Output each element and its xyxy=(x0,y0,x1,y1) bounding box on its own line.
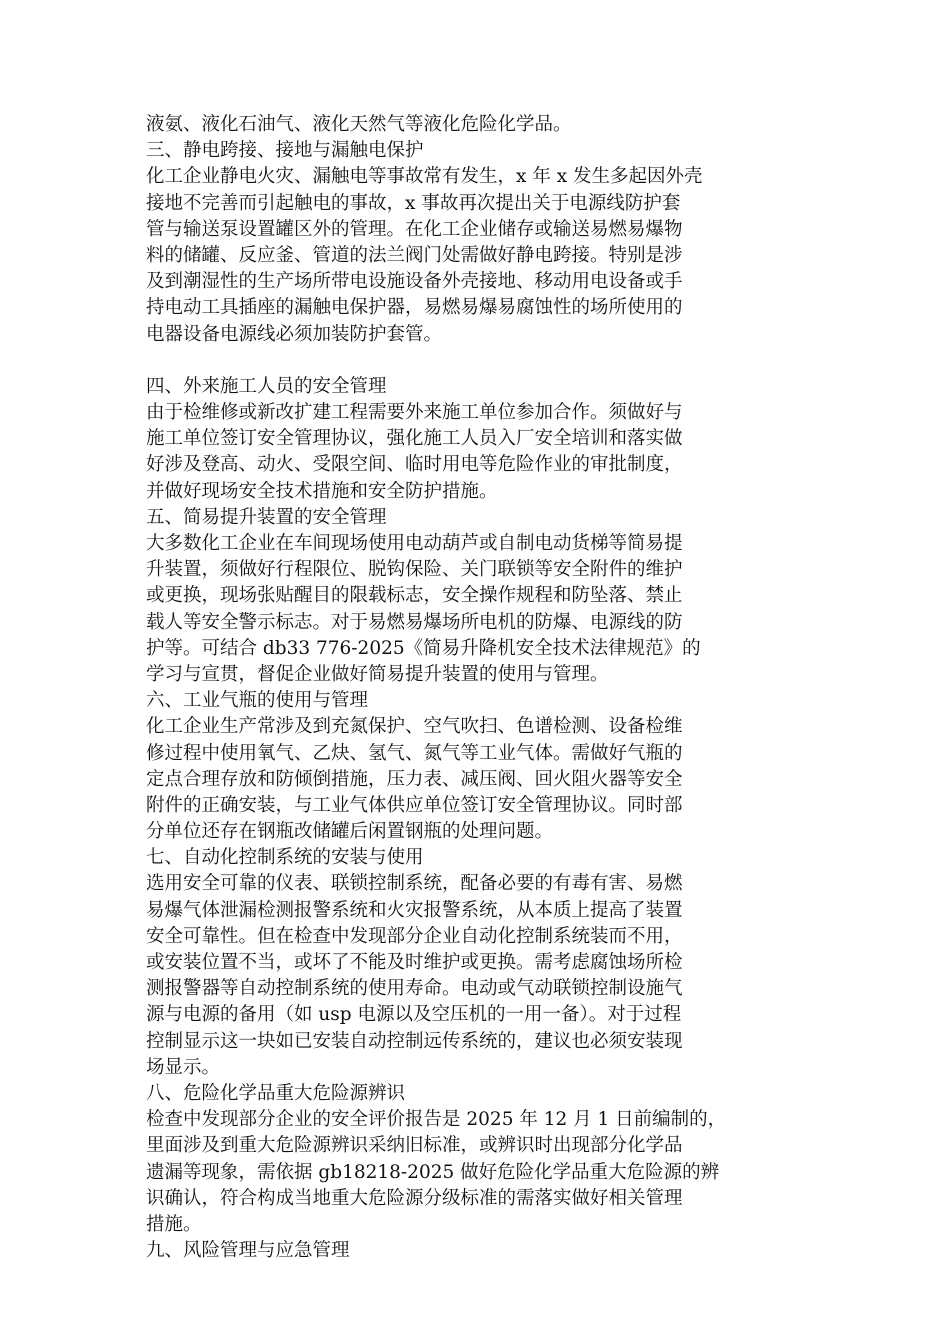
text-line: 源与电源的备用（如 usp 电源以及空压机的一用一备）。对于过程 xyxy=(146,1004,682,1026)
text-line: 选用安全可靠的仪表、联锁控制系统，配备必要的有毒有害、易燃 xyxy=(146,873,683,895)
text-line: 化工企业静电火灾、漏触电等事故常有发生，x 年 x 发生多起因外壳 xyxy=(146,166,703,188)
text-line: 及到潮湿性的生产场所带电设施设备外壳接地、移动用电设备或手 xyxy=(146,271,683,293)
text-line: 或更换，现场张贴醒目的限载标志，安全操作规程和防坠落、禁止 xyxy=(146,585,683,607)
section-heading: 五、简易提升装置的安全管理 xyxy=(146,506,387,528)
text-line: 或安装位置不当，或坏了不能及时维护或更换。需考虑腐蚀场所检 xyxy=(146,952,683,973)
section-heading: 九、风险管理与应急管理 xyxy=(146,1240,350,1262)
section-heading: 八、危险化学品重大危险源辨识 xyxy=(146,1082,406,1104)
text-line: 接地不完善而引起触电的事故，x 事故再次提出关于电源线防护套 xyxy=(146,192,681,214)
text-line: 附件的正确安装，与工业气体供应单位签订安全管理协议。同时部 xyxy=(146,794,683,816)
text-line: 修过程中使用氧气、乙炔、氢气、氮气等工业气体。需做好气瓶的 xyxy=(146,742,683,764)
text-line: 好涉及登高、动火、受限空间、临时用电等危险作业的审批制度， xyxy=(146,454,683,476)
text-line: 遗漏等现象，需依据 gb18218-2025 做好危险化学品重大危险源的辨 xyxy=(146,1161,720,1183)
text-line: 持电动工具插座的漏触电保护器，易燃易爆易腐蚀性的场所使用的 xyxy=(146,297,683,319)
text-line: 料的储罐、反应釜、管道的法兰阀门处需做好静电跨接。特别是涉 xyxy=(146,244,683,266)
text-line: 安全可靠性。但在检查中发现部分企业自动化控制系统装而不用， xyxy=(146,925,683,947)
section-heading: 七、自动化控制系统的安装与使用 xyxy=(146,847,424,869)
text-line: 定点合理存放和防倾倒措施，压力表、减压阀、回火阻火器等安全 xyxy=(146,768,683,790)
text-line: 测报警器等自动控制系统的使用寿命。电动或气动联锁控制设施气 xyxy=(146,978,683,1000)
text-line: 检查中发现部分企业的安全评价报告是 2025 年 12 月 1 日前编制的， xyxy=(146,1109,727,1131)
text-line: 载人等安全警示标志。对于易燃易爆场所电机的防爆、电源线的防 xyxy=(146,611,683,633)
text-line: 控制显示这一块如已安装自动控制远传系统的，建议也必须安装现 xyxy=(146,1030,683,1052)
blank-line xyxy=(146,348,806,374)
text-line: 由于检维修或新改扩建工程需要外来施工单位参加合作。须做好与 xyxy=(146,402,683,424)
text-line: 措施。 xyxy=(146,1213,202,1235)
text-line: 液氨、液化石油气、液化天然气等液化危险化学品。 xyxy=(146,114,572,135)
text-line: 分单位还存在钢瓶改储罐后闲置钢瓶的处理问题。 xyxy=(146,821,554,843)
text-line: 并做好现场安全技术措施和安全防护措施。 xyxy=(146,480,498,502)
text-line: 里面涉及到重大危险源辨识采纳旧标准，或辨识时出现部分化学品 xyxy=(146,1135,683,1157)
document-body xyxy=(146,112,806,1264)
text-line: 护等。可结合 db33 776-2025《简易升降机安全技术法律规范》的 xyxy=(146,637,701,659)
text-line: 电器设备电源线必须加装防护套管。 xyxy=(146,323,443,345)
text-line: 化工企业生产常涉及到充氮保护、空气吹扫、色谱检测、设备检维 xyxy=(146,716,683,738)
text-line: 识确认，符合构成当地重大危险源分级标准的需落实做好相关管理 xyxy=(146,1187,683,1209)
text-line: 学习与宣贯，督促企业做好简易提升装置的使用与管理。 xyxy=(146,663,609,685)
text-line: 升装置，须做好行程限位、脱钩保险、关门联锁等安全附件的维护 xyxy=(146,559,683,581)
text-line: 大多数化工企业在车间现场使用电动葫芦或自制电动货梯等简易提 xyxy=(146,533,683,554)
section-heading: 三、静电跨接、接地与漏触电保护 xyxy=(146,140,424,162)
text-line: 施工单位签订安全管理协议，强化施工人员入厂安全培训和落实做 xyxy=(146,428,683,450)
text-line: 易爆气体泄漏检测报警系统和火灾报警系统，从本质上提高了装置 xyxy=(146,899,683,921)
text-line: 管与输送泵设置罐区外的管理。在化工企业储存或输送易燃易爆物 xyxy=(146,218,683,240)
section-heading: 四、外来施工人员的安全管理 xyxy=(146,375,387,397)
text-line: 场显示。 xyxy=(146,1056,221,1078)
section-heading: 六、工业气瓶的使用与管理 xyxy=(146,690,369,712)
